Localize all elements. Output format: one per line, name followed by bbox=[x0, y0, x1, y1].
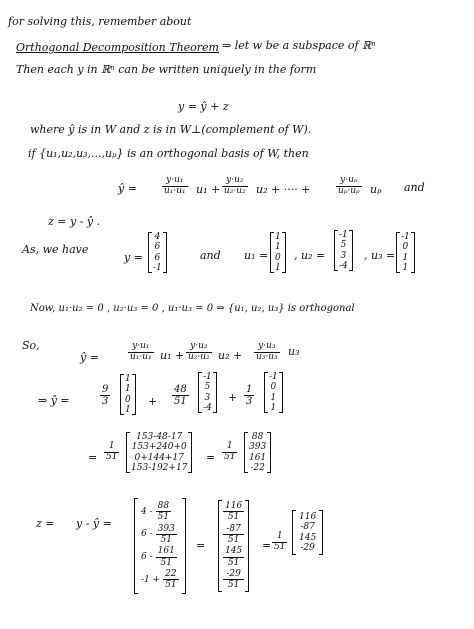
intro-line: for solving this, remember about bbox=[8, 15, 192, 28]
matrix-entry: 1 bbox=[402, 263, 409, 274]
matrix-entry bbox=[141, 501, 179, 523]
yhat-formula-lhs: ŷ = bbox=[118, 182, 137, 195]
numerator: y·u₁ bbox=[162, 176, 188, 187]
denominator: u₂·u₂ bbox=[224, 185, 246, 196]
numerator: 145 bbox=[225, 546, 243, 557]
u1-vector bbox=[270, 232, 286, 273]
y-vector-label: y = bbox=[124, 251, 143, 264]
matrix-entry: 3 bbox=[204, 392, 211, 403]
numerator: y·u₂ bbox=[186, 342, 212, 353]
denominator: 51 bbox=[106, 451, 118, 462]
entry-term: 4 - bbox=[141, 506, 153, 517]
numerator: 116 bbox=[225, 501, 243, 511]
numerator: 1 bbox=[246, 384, 253, 395]
matrix-entry: -1 bbox=[153, 263, 162, 274]
matrix-entry: 0 bbox=[270, 382, 277, 393]
denominator: 51 bbox=[227, 580, 240, 591]
yhat-termp-fraction bbox=[336, 176, 362, 197]
denominator: 51 bbox=[227, 535, 240, 546]
z-lhs: z = bbox=[36, 517, 55, 530]
numerator: 161 bbox=[157, 546, 175, 557]
y-vector bbox=[148, 232, 167, 273]
z-difference-matrix bbox=[134, 498, 186, 594]
matrix-entry: 5 bbox=[204, 382, 211, 393]
matrix-entry: 1 bbox=[402, 252, 409, 263]
yhat-term1-fraction bbox=[162, 176, 188, 197]
denominator: u₂·u₂ bbox=[188, 351, 210, 362]
denominator: 51 bbox=[174, 396, 187, 407]
matrix-entry bbox=[141, 524, 179, 546]
entry-fraction bbox=[156, 546, 177, 568]
u2-vector-repeat bbox=[198, 372, 217, 413]
matrix-entry: 0+144+17 bbox=[134, 452, 184, 463]
matrix-entry: 6 bbox=[154, 252, 161, 263]
matrix-entry: 0 bbox=[125, 394, 131, 405]
denominator: u₁·u₁ bbox=[164, 185, 186, 196]
matrix-entry: 1 bbox=[275, 263, 281, 274]
yhat-term2-vector: u₂ + ···· + bbox=[256, 183, 311, 196]
matrix-entry: 393 bbox=[249, 442, 267, 453]
matrix-entry: 161 bbox=[249, 452, 267, 463]
so-term2-fraction bbox=[186, 342, 212, 363]
matrix-entry: 4 bbox=[154, 232, 161, 242]
scalar-1-51-3 bbox=[272, 532, 287, 553]
numerator: 1 bbox=[222, 442, 237, 453]
denominator: 51 bbox=[227, 512, 240, 523]
numerator: 393 bbox=[157, 523, 175, 534]
numerator: y·uₚ bbox=[336, 176, 362, 187]
matrix-entry bbox=[141, 546, 179, 568]
yhat-term2-fraction bbox=[222, 176, 248, 197]
so-term1-fraction bbox=[128, 342, 154, 363]
sum-matrix bbox=[126, 432, 192, 473]
so-term3-fraction bbox=[254, 342, 280, 363]
numerator: 9 bbox=[102, 384, 109, 395]
matrix-entry: -29 bbox=[300, 543, 315, 554]
matrix-entry: 1 bbox=[270, 392, 277, 403]
matrix-entry: -4 bbox=[339, 261, 348, 272]
scalar-1-51 bbox=[104, 442, 119, 463]
matrix-entry bbox=[141, 569, 179, 591]
numerator: 1 bbox=[272, 532, 287, 543]
u2-label: , u₂ = bbox=[294, 249, 326, 262]
numerator: 48 bbox=[174, 384, 187, 395]
matrix-entry: -1 bbox=[401, 232, 410, 242]
matrix-entry: 1 bbox=[270, 403, 277, 414]
entry-term: -1 + bbox=[141, 574, 161, 585]
matrix-entry: 1 bbox=[125, 405, 131, 416]
entry-fraction bbox=[163, 569, 178, 591]
denominator: u₃·u₃ bbox=[256, 351, 278, 362]
where-line: where ŷ is in W and z is in W⊥(complement of W). bbox=[30, 123, 312, 136]
equals-sign-2: = bbox=[206, 451, 216, 464]
matrix-entry: 88 bbox=[251, 432, 264, 442]
denominator: uₚ·uₚ bbox=[338, 185, 360, 196]
matrix-entry: 153-192+17 bbox=[131, 463, 188, 474]
denominator: 51 bbox=[165, 580, 177, 591]
entry-term: 6 - bbox=[141, 552, 153, 563]
so-term3-vector: u₃ bbox=[288, 345, 300, 358]
denominator: 51 bbox=[160, 557, 172, 568]
entry-term: 6 - bbox=[141, 529, 153, 540]
denominator: 51 bbox=[227, 557, 240, 568]
u3-vector bbox=[396, 232, 415, 273]
numerator: -29 bbox=[223, 569, 244, 580]
coeff-9-3 bbox=[100, 384, 110, 407]
basis-line: if {u₁,u₂,u₃,...,uₚ} is an orthogonal basis of W, then bbox=[28, 147, 309, 160]
so-term1-vector: u₁ + bbox=[160, 349, 185, 362]
matrix-entry: 0 bbox=[275, 252, 281, 263]
theorem-name: Orthogonal Decomposition Theorem bbox=[16, 41, 219, 54]
u2-vector bbox=[334, 230, 353, 271]
denominator: 3 bbox=[102, 396, 109, 407]
matrix-entry: 1 bbox=[125, 384, 131, 395]
equals-sign-4: = bbox=[262, 539, 272, 552]
denominator: 51 bbox=[274, 541, 286, 552]
matrix-entry: 1 bbox=[125, 374, 131, 384]
yhat-result-matrix bbox=[244, 432, 271, 473]
u3-label: , u₃ = bbox=[364, 249, 396, 262]
matrix-entry: -4 bbox=[203, 403, 212, 414]
so-word: So, bbox=[22, 339, 40, 352]
written-uniquely-line: Then each y in ℝⁿ can be written uniquely in the form bbox=[16, 63, 317, 76]
matrix-entry: -1 bbox=[269, 372, 278, 382]
plus-sign: + bbox=[148, 395, 158, 408]
matrix-entry: 153+240+0 bbox=[131, 442, 187, 453]
denominator: 51 bbox=[160, 535, 172, 546]
yhat-term1-vector: u₁ + bbox=[196, 183, 221, 196]
denominator: 51 bbox=[157, 512, 170, 523]
z-definition: z = y - ŷ . bbox=[48, 215, 101, 228]
matrix-entry: 3 bbox=[340, 250, 347, 261]
orthogonality-check: Now, u₁·u₂ = 0 , u₂·u₃ = 0 , u₁·u₃ = 0 ⇒ {u₁, u₂, u₃} is orthogonal bbox=[30, 303, 355, 314]
coeff-1-3 bbox=[244, 384, 254, 407]
matrix-entry: -22 bbox=[250, 463, 265, 474]
numerator: y·u₁ bbox=[128, 342, 154, 353]
denominator: u₁·u₁ bbox=[130, 351, 152, 362]
matrix-entry: -1 bbox=[339, 230, 348, 240]
matrix-entry: 1 bbox=[275, 232, 281, 242]
matrix-entry: 0 bbox=[402, 242, 409, 253]
coeff-48-51 bbox=[172, 384, 189, 407]
z-fraction-matrix bbox=[218, 500, 249, 592]
so-yhat-lhs: ŷ = bbox=[80, 351, 99, 364]
matrix-entry bbox=[223, 501, 244, 523]
matrix-entry: 116 bbox=[299, 512, 317, 522]
numerator: 88 bbox=[157, 501, 170, 511]
matrix-entry bbox=[223, 524, 244, 546]
scalar-1-51-2 bbox=[222, 442, 237, 463]
and-word-2: and bbox=[200, 249, 221, 262]
equals-sign: = bbox=[88, 451, 98, 464]
denominator: 3 bbox=[246, 396, 253, 407]
u1-label: u₁ = bbox=[244, 249, 269, 262]
z-mid: y - ŷ = bbox=[76, 517, 112, 530]
numerator: 22 bbox=[165, 569, 177, 580]
entry-fraction bbox=[156, 501, 171, 523]
matrix-entry: -1 bbox=[203, 372, 212, 382]
numerator: y·u₂ bbox=[222, 176, 248, 187]
matrix-entry: 1 bbox=[275, 242, 281, 253]
matrix-entry bbox=[223, 546, 244, 568]
matrix-entry bbox=[223, 569, 244, 591]
numerator: -87 bbox=[223, 524, 244, 535]
as-we-have: As, we have bbox=[22, 243, 89, 256]
matrix-entry: -87 bbox=[300, 522, 315, 533]
and-word: and bbox=[404, 181, 425, 194]
matrix-entry: 145 bbox=[299, 532, 317, 543]
matrix-entry: 153-48-17 bbox=[136, 432, 183, 442]
matrix-entry: 6 bbox=[154, 242, 161, 253]
so-term2-vector: u₂ + bbox=[218, 349, 243, 362]
matrix-entry: 5 bbox=[340, 240, 347, 251]
y-decomposition: y = ŷ + z bbox=[178, 100, 229, 113]
numerator: y·u₃ bbox=[254, 342, 280, 353]
numerator: 1 bbox=[104, 442, 119, 453]
implies-yhat-lhs: ⇒ ŷ = bbox=[38, 394, 70, 407]
u1-vector-repeat bbox=[120, 374, 136, 415]
u3-vector-repeat bbox=[264, 372, 283, 413]
z-result-matrix bbox=[292, 510, 323, 555]
yhat-termp-vector: uₚ bbox=[370, 183, 382, 196]
theorem-statement: ⇒ let w be a subspace of ℝⁿ bbox=[222, 39, 376, 52]
plus-sign-2: + bbox=[228, 391, 238, 404]
equals-sign-3: = bbox=[196, 539, 206, 552]
denominator: 51 bbox=[224, 451, 236, 462]
entry-fraction bbox=[156, 524, 177, 546]
